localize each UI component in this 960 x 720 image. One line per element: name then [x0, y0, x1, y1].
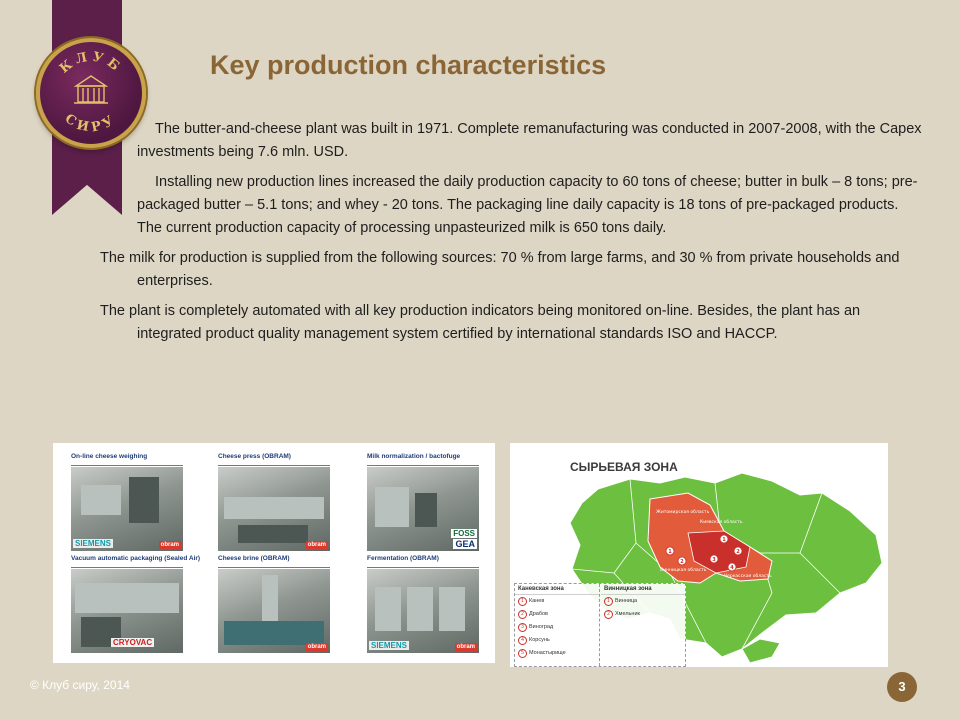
legend-item: 2 Хмельник	[601, 608, 685, 621]
body-text	[100, 118, 925, 353]
map-region-label: Черкасская область	[724, 574, 772, 579]
cryovac-logo: CRYOVAC	[113, 638, 153, 647]
legend-vinnytsia-zone	[601, 584, 685, 666]
footer-copyright: © Клуб сиру, 2014	[30, 678, 130, 692]
map-region-label: Житомирская область	[656, 510, 710, 515]
tile-label: On-line cheese weighing	[71, 453, 183, 466]
obram-badge: obram	[307, 542, 326, 548]
svg-text:2: 2	[680, 559, 684, 565]
map-region-label: Киевская область	[700, 520, 743, 525]
legend-item: 2 Драбов	[515, 608, 599, 621]
tile-cheese-press	[218, 453, 330, 551]
photo	[71, 467, 183, 551]
map-title: СЫРЬЕВАЯ ЗОНА	[570, 460, 678, 474]
legend-heading: Каневская зона	[515, 584, 599, 595]
legend-item: 4 Корсунь	[515, 634, 599, 647]
page-number-badge: 3	[887, 672, 917, 702]
tile-cheese-brine	[218, 555, 330, 653]
obram-badge: obram	[307, 644, 326, 650]
legend-kaniv-zone	[515, 584, 600, 666]
legend-item: 1 Канев	[515, 595, 599, 608]
photo	[71, 569, 183, 653]
logo-bottom-text: СИРУ	[61, 111, 121, 136]
gea-logo: GEA	[455, 539, 475, 549]
photo	[218, 569, 330, 653]
obram-badge: obram	[456, 644, 475, 650]
svg-text:1: 1	[722, 537, 726, 543]
siemens-logo: SIEMENS	[75, 539, 112, 548]
equipment-photo-collage	[53, 443, 495, 663]
paragraph-milk-sources: The milk for production is supplied from the following sources: 70 % from large farms, and 30 % from private households and enterprises.	[100, 250, 900, 289]
legend-item: 1 Винница	[601, 595, 685, 608]
legend-item: 5 Монастырище	[515, 647, 599, 660]
paragraph-history: The butter-and-cheese plant was built in 1971. Complete remanufacturing was conducted in 2007-2008, with the Capex investments being 7.6 mln. USD.	[137, 121, 922, 160]
tile-label: Vacuum automatic packaging (Sealed Air)	[71, 555, 183, 568]
foss-logo: FOSS	[453, 529, 475, 538]
svg-text:2: 2	[736, 549, 740, 555]
svg-text:КЛУБ	[57, 49, 125, 76]
legend-item: 3 Виноград	[515, 621, 599, 634]
manor-house-icon	[74, 76, 108, 103]
map-legend	[514, 583, 686, 667]
tile-label: Fermentation (OBRAM)	[367, 555, 479, 568]
tile-cheese-weighing	[71, 453, 183, 551]
photo	[218, 467, 330, 551]
tile-milk-normalization	[367, 453, 479, 551]
photo	[367, 569, 479, 653]
siemens-logo: SIEMENS	[371, 641, 408, 650]
tile-label: Cheese press (OBRAM)	[218, 453, 330, 466]
map-region-label: Винницкая область	[660, 568, 707, 573]
tile-fermentation	[367, 555, 479, 653]
svg-text:1: 1	[668, 549, 672, 555]
tile-label: Milk normalization / bactofuge	[367, 453, 479, 466]
tile-label: Cheese brine (OBRAM)	[218, 555, 330, 568]
photo	[367, 467, 479, 551]
paragraph-automation: The plant is completely automated with all key production indicators being monitored on-line. Besides, the plant has an integrated product quality management system certified by international standards ISO and HACCP.	[100, 303, 861, 342]
obram-badge: obram	[160, 542, 179, 548]
tile-vacuum-packaging	[71, 555, 201, 653]
svg-text:3: 3	[712, 557, 716, 563]
paragraph-capacity: Installing new production lines increased the daily production capacity to 60 tons of cheese; butter in bulk – 8 tons; pre-packaged butter – 5.1 tons; and whey - 20 tons. The packaging line daily capacity is 18 tons of pre-packaged products. The current production capacity of processing unpasteurized milk is 650 tons daily.	[137, 174, 918, 236]
svg-text:4: 4	[730, 565, 734, 571]
legend-heading: Винницкая зона	[601, 584, 685, 595]
slide-title: Key production characteristics	[210, 50, 607, 80]
logo-top-text: КЛУБ	[57, 49, 126, 77]
raw-material-zone-map	[510, 443, 888, 667]
